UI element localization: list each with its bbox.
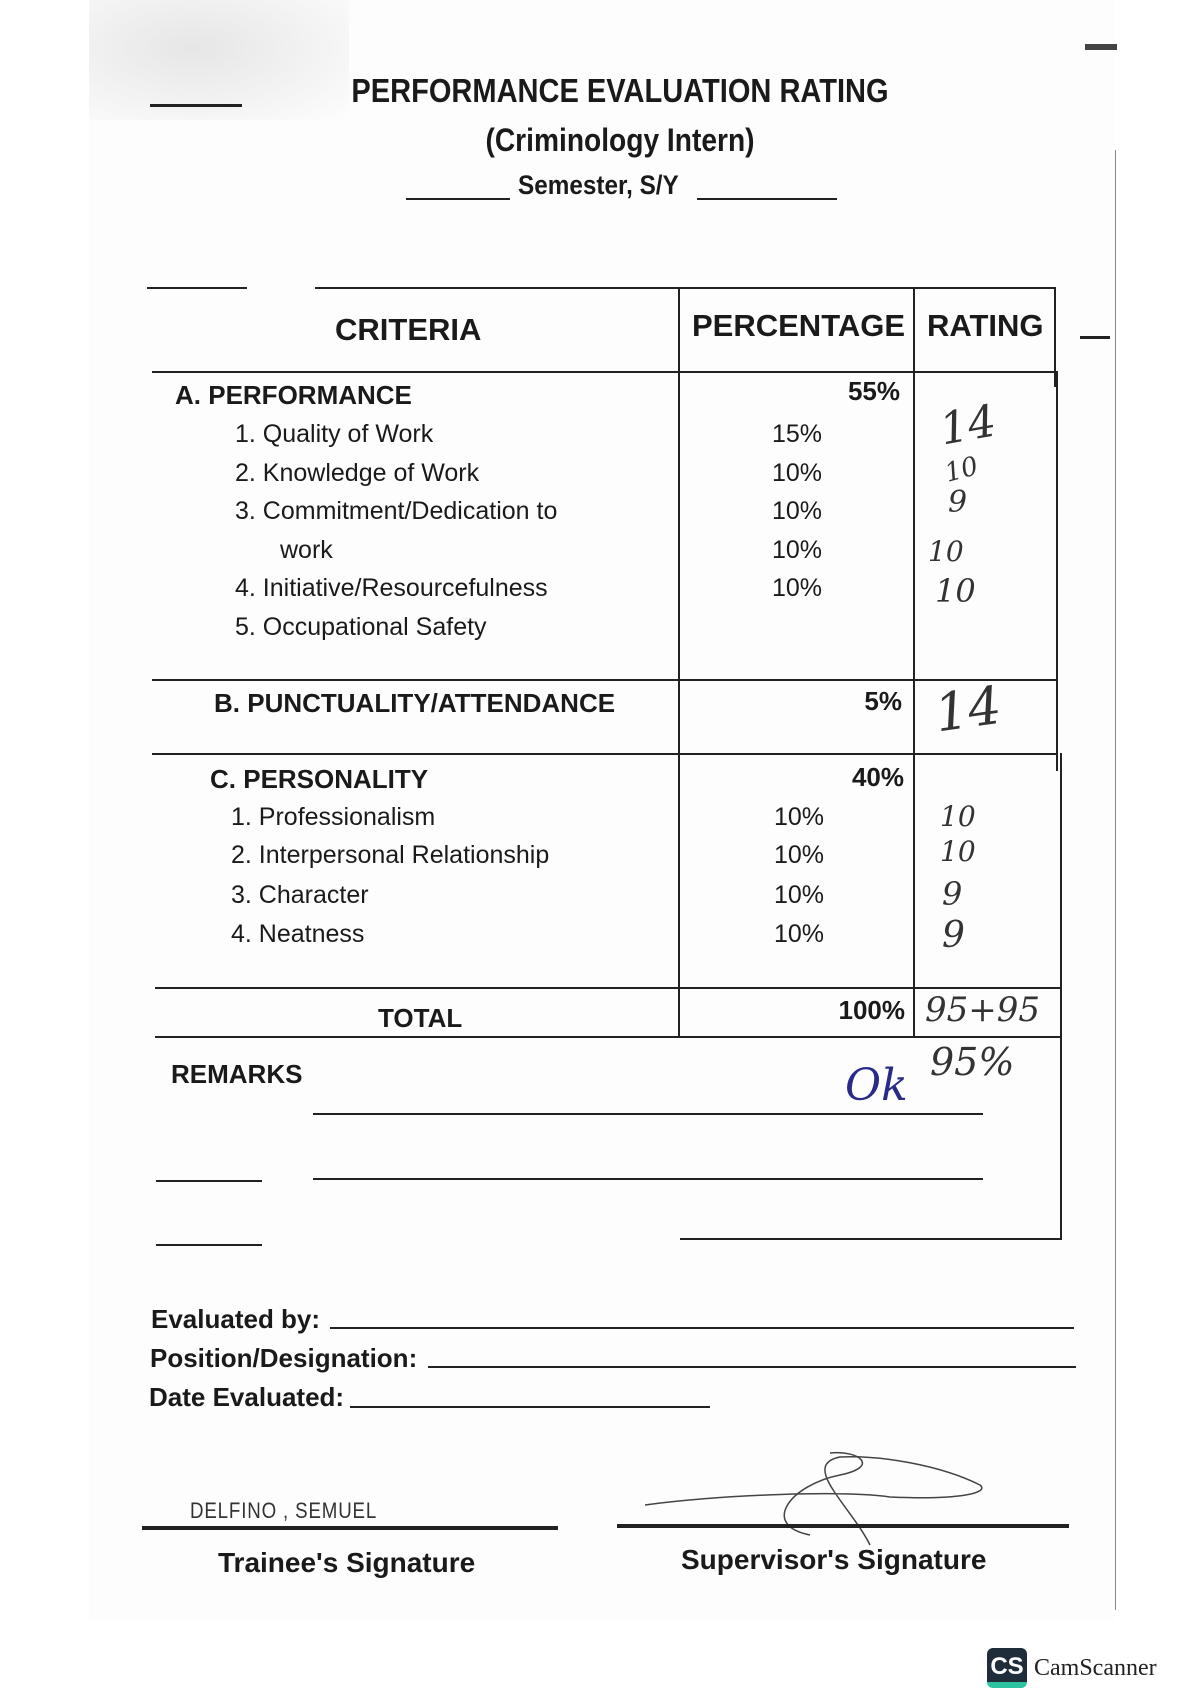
page-edge [1115, 150, 1116, 1610]
evaluated-by-label: Evaluated by: [151, 1304, 321, 1334]
criteria-item: 4. Neatness [231, 920, 365, 948]
supervisor-signature [640, 1445, 1000, 1555]
semester-blank[interactable] [406, 198, 510, 200]
date-field[interactable] [350, 1406, 710, 1408]
item-percentage: 10% [772, 459, 823, 487]
camscanner-watermark: CamScanner [1034, 1655, 1157, 1681]
evaluated-by-field[interactable] [330, 1327, 1074, 1329]
rating-value[interactable]: 14 [931, 675, 1006, 745]
total-rating[interactable]: 95+95 [925, 990, 1041, 1030]
section-a-percentage: 55% [847, 376, 900, 406]
section-b-percentage: 5% [864, 686, 902, 716]
remarks-line[interactable] [313, 1178, 983, 1180]
rating-value[interactable]: 9 [942, 875, 963, 913]
item-percentage: 10% [774, 920, 825, 948]
top-left-mark [150, 104, 242, 107]
rating-value[interactable]: 14 [935, 395, 1001, 456]
item-percentage: 10% [772, 536, 823, 564]
rating-value[interactable]: 10 [940, 800, 976, 833]
remarks-label: REMARKS [171, 1059, 303, 1089]
criteria-item: 2. Knowledge of Work [235, 459, 480, 487]
date-label: Date Evaluated: [149, 1382, 345, 1412]
semester-label: Semester, S/Y [518, 170, 679, 200]
percentage-header: PERCENTAGE [692, 308, 906, 343]
criteria-item: work [280, 536, 333, 564]
criteria-item: 1. Quality of Work [235, 420, 434, 448]
section-c-label: C. PERSONALITY [210, 764, 429, 794]
rating-value[interactable]: 10 [928, 535, 964, 568]
total-percentage: 100% [838, 995, 905, 1025]
trainee-signature-label: Trainee's Signature [218, 1547, 476, 1578]
position-label: Position/Designation: [150, 1343, 418, 1373]
item-percentage: 10% [774, 803, 825, 831]
page-subtitle: (Criminology Intern) [485, 122, 755, 158]
rating-value[interactable]: 10 [941, 451, 982, 489]
rating-value[interactable]: 9 [948, 485, 968, 520]
rating-value[interactable]: 9 [942, 915, 965, 956]
page-title: PERFORMANCE EVALUATION RATING [351, 72, 889, 109]
camscanner-logo-icon: CS [987, 1648, 1027, 1688]
supervisor-signature-line[interactable] [617, 1524, 1069, 1528]
criteria-item: 2. Interpersonal Relationship [231, 841, 550, 869]
remarks-line-short [156, 1244, 262, 1246]
trainee-signature-line[interactable] [142, 1526, 558, 1530]
rating-value[interactable]: 10 [935, 572, 976, 610]
criteria-item: 4. Initiative/Resourcefulness [235, 574, 548, 602]
rating-header: RATING [927, 308, 1044, 343]
remarks-line[interactable] [313, 1113, 983, 1115]
school-year-blank[interactable] [697, 198, 837, 200]
remarks-value[interactable]: 95% [930, 1040, 1015, 1084]
item-percentage: 10% [772, 574, 823, 602]
section-a-label: A. PERFORMANCE [175, 380, 412, 410]
remarks-line-short [156, 1180, 262, 1182]
section-c-percentage: 40% [851, 762, 904, 792]
item-percentage: 10% [774, 841, 825, 869]
item-percentage: 10% [772, 497, 823, 525]
criteria-item: 5. Occupational Safety [235, 613, 487, 641]
rating-value[interactable]: 10 [940, 835, 976, 868]
criteria-header: CRITERIA [335, 312, 482, 347]
criteria-item: 1. Professionalism [231, 803, 436, 831]
position-field[interactable] [428, 1366, 1076, 1368]
section-b-label: B. PUNCTUALITY/ATTENDANCE [214, 688, 616, 718]
criteria-item: 3. Commitment/Dedication to [235, 497, 558, 525]
supervisor-signature-label: Supervisor's Signature [681, 1544, 987, 1575]
item-percentage: 15% [772, 420, 823, 448]
item-percentage: 10% [774, 881, 825, 909]
total-label: TOTAL [378, 1003, 463, 1033]
trainee-name: DELFINO , SEMUEL [190, 1498, 378, 1523]
remarks-note[interactable]: Ok [845, 1060, 908, 1111]
criteria-item: 3. Character [231, 881, 369, 909]
edge-mark [1085, 44, 1117, 50]
